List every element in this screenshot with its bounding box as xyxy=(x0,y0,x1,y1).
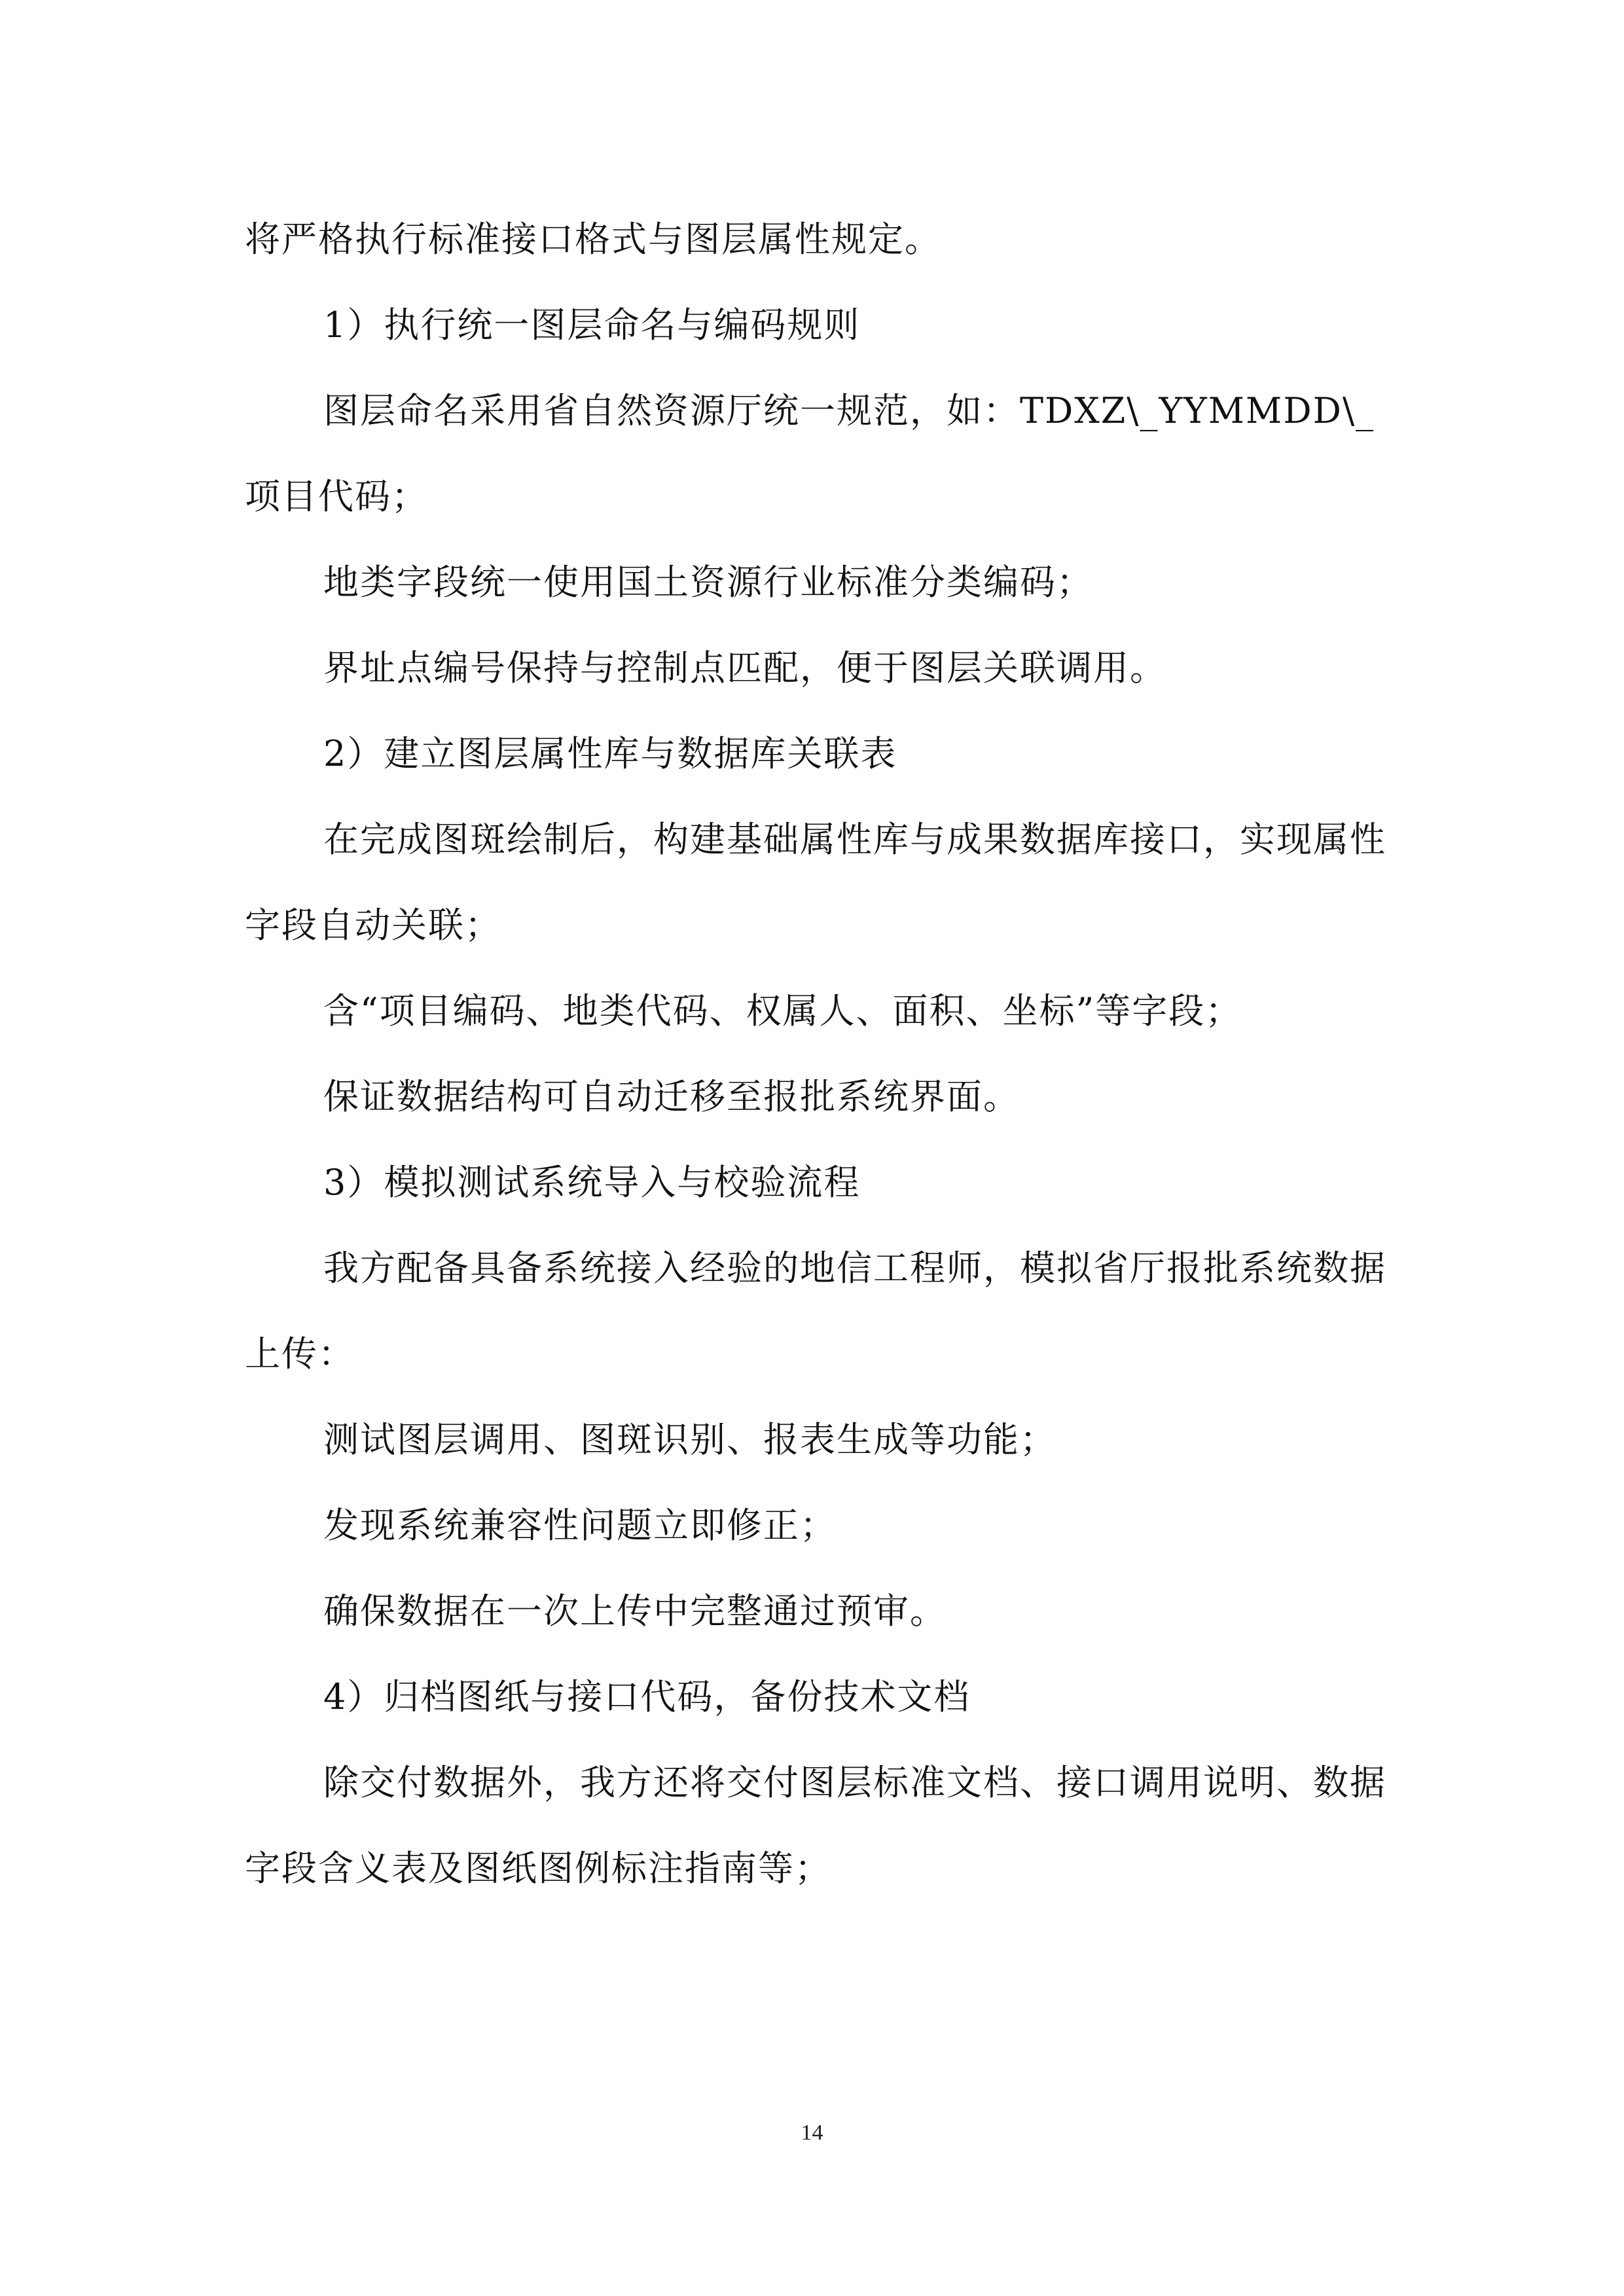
paragraph: 图层命名采用省自然资源厅统一规范，如：TDXZ\_YYMMDD\_项目代码； xyxy=(245,390,1375,517)
paragraph: 除交付数据外，我方还将交付图层标准文档、接口调用说明、数据字段含义表及图纸图例标注指南等； xyxy=(245,1762,1386,1889)
paragraph: 界址点编号保持与控制点匹配，便于图层关联调用。 xyxy=(323,647,1166,689)
paragraph: 地类字段统一使用国土资源行业标准分类编码； xyxy=(323,562,1093,603)
body-text xyxy=(245,196,1392,1911)
section-heading: 4）归档图纸与接口代码，备份技术文档 xyxy=(323,1676,971,1717)
paragraph: 发现系统兼容性问题立即修正； xyxy=(323,1505,837,1546)
paragraph: 含“项目编码、地类代码、权属人、面积、坐标”等字段； xyxy=(323,990,1242,1031)
section-heading: 3）模拟测试系统导入与校验流程 xyxy=(323,1162,861,1203)
paragraph: 在完成图斑绘制后，构建基础属性库与成果数据库接口，实现属性字段自动关联； xyxy=(245,819,1386,946)
paragraph: 我方配备具备系统接入经验的地信工程师，模拟省厅报批系统数据上传： xyxy=(245,1247,1386,1374)
section-heading: 2）建立图层属性库与数据库关联表 xyxy=(323,733,897,774)
paragraph: 测试图层调用、图斑识别、报表生成等功能； xyxy=(323,1419,1056,1460)
section-heading: 1）执行统一图层命名与编码规则 xyxy=(323,304,861,346)
paragraph: 将严格执行标准接口格式与图层属性规定。 xyxy=(245,219,941,260)
paragraph: 保证数据结构可自动迁移至报批系统界面。 xyxy=(323,1076,1020,1117)
paragraph: 确保数据在一次上传中完整通过预审。 xyxy=(323,1590,947,1632)
page-number: 14 xyxy=(801,2121,823,2145)
